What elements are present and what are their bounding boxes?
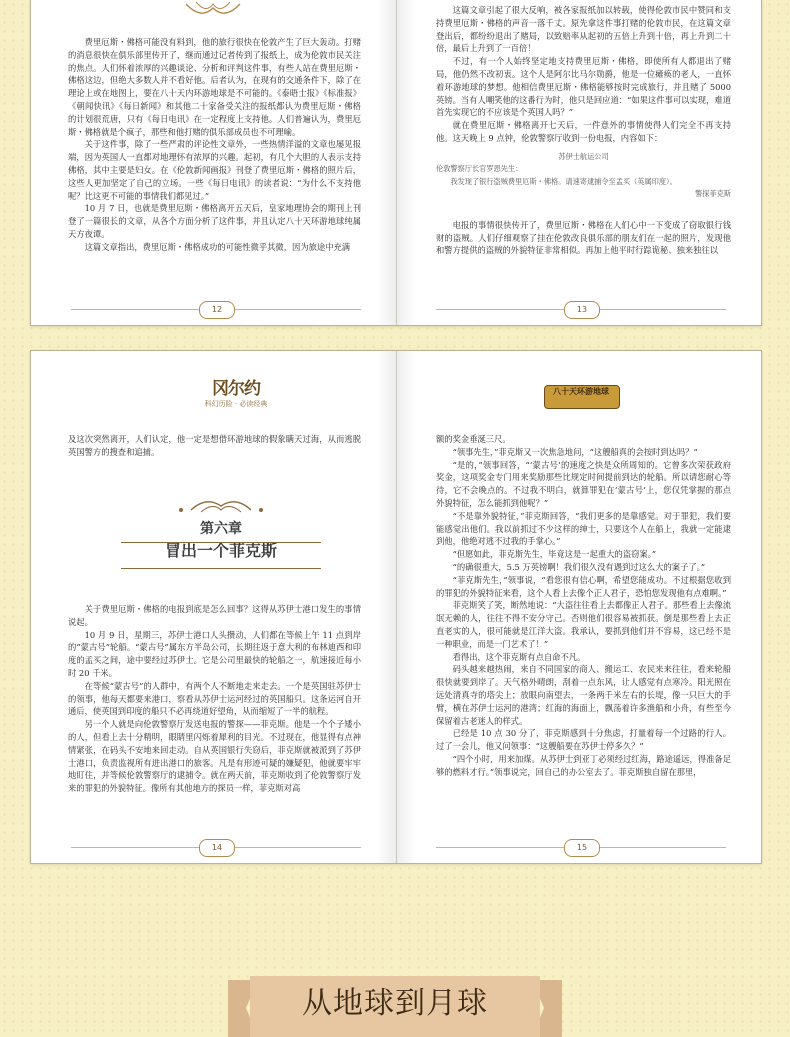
series-logo-subtitle: 科幻历险 · 必读经典: [204, 400, 268, 408]
paragraph: “菲克斯先生，”领事说，“看您很有信心啊，希望您能成功。不过根据您收到的罪犯的外貌特征来看，这个人看上去像个正人君子，恐怕您发现他有点难啊。”: [436, 574, 731, 598]
page-12: [31, 0, 397, 325]
page-number-row: [436, 301, 726, 319]
page-12-text: [68, 36, 361, 254]
page-number-row: [436, 839, 726, 857]
paragraph: “但愿如此，菲克斯先生，毕竟这是一起重大的盗窃案。”: [452, 549, 657, 560]
paragraph: “不是靠外貌特征，”菲克斯回答，“我们更多的是靠感觉。对于罪犯，我们要能感觉出他们。我以前抓过不少这样的绅士，只要这个人在船上，我就一定能逮到他，他绝对逃不过我的手掌心。”: [436, 510, 731, 547]
paragraph: 关于费里厄斯・佛格的电报到底是怎么回事？这得从苏伊士港口发生的事情说起。: [68, 604, 361, 627]
chapter-number: 第六章: [200, 521, 242, 537]
paragraph: 码头越来越热闹，来自不同国家的商人、搬运工、农民来来往往，看来轮船很快就要到岸了。天气格外晴朗，刮着一点东风，让人感觉有点寒冷。阳光照在远处清真寺的塔尖上；放眼向南望去，一条两千米左右的长堤，像一只巨大的手臂，横在苏伊士运河的港湾；红海的海面上，飘荡着许多渔船和小舟，有些至今保留着古老迷人的样式。: [436, 664, 731, 726]
paragraph: 就在费里厄斯・佛格离开七天后，一件意外的事情使得人们完全不再支持他。这天晚上 9 点钟，伦敦警察厅收到一份电报，内容如下：: [436, 120, 731, 143]
page-number: 14: [199, 839, 235, 857]
book-spread-top: [30, 0, 762, 326]
chapter-heading: [121, 496, 321, 576]
telegram-to: 伦敦警察厅长官罗恩先生：: [436, 164, 523, 174]
paragraph: 额的奖金垂涎三尺。: [436, 434, 511, 444]
top-ornament-icon: [31, 0, 396, 22]
paragraph: 另一个人就是向伦敦警察厅发送电报的警探——菲克斯。他是一个个子矮小的人，但看上去十分精明，眼睛里闪烁着犀利的目光。不过现在，他显得有点神情紧张，在码头不安地来回走动。自从英国银行失窃后，菲克斯就被派到了苏伊士港口，负责监视所有进出港口的旅客。凡是有形迹可疑的嫌疑犯，他就要牢牢地盯住，并等候伦敦警察厅的逮捕令。就在两天前，菲克斯收到了伦敦警察厅发来的罪犯的外貌特征。像所有其他地方的探员一样，菲克斯对高: [68, 719, 361, 794]
telegram-from: 苏伊士航运公司: [558, 151, 609, 161]
paragraph: 看得出，这个菲克斯有点自命不凡。: [452, 651, 586, 662]
page-15-text: [436, 433, 731, 779]
paragraph: 这篇文章指出，费里厄斯・佛格成功的可能性微乎其微，因为旅途中充满: [84, 241, 351, 252]
page-number-row: [71, 301, 361, 319]
paragraph: 10 月 9 日，星期三，苏伊士港口人头攒动，人们都在等候上午 11 点到岸的“蒙古号”轮船。“蒙古号”属东方半岛公司，长期往返于意大利的布林迪西和印度的孟买之间，途中要经过苏伊士。它是公司里最快的轮船之一，航速接近每小时 20 千米。: [68, 629, 361, 678]
page-number-row: [71, 839, 361, 857]
page-number: 15: [564, 839, 600, 857]
paragraph: “领事先生，”菲克斯又一次焦急地问，“这艘船真的会按时到达吗？”: [452, 446, 698, 457]
telegram-body: 我发现了银行盗贼费里厄斯・佛格。请速寄逮捕令至孟买（英属印度）。: [450, 176, 677, 186]
paragraph: 及这次突然离开，人们认定，他一定是想借环游地球的假象瞒天过海，从而逃脱英国警方的搜查和追捕。: [68, 434, 361, 457]
chapter-ornament-icon: [121, 496, 321, 514]
telegram-block: [436, 151, 731, 213]
paragraph: 这篇文章引起了很大反响，被各家报纸加以转载，使得伦敦市民中赞同和支持费里厄斯・佛格的声音一落千丈。原先拿这件事打赌的伦敦市民，在这篇文章登出后，都纷纷退出了赌局，以致赔率从起初的五倍上升到十倍，再上升到二十倍，最后上升到了一百倍！: [436, 5, 731, 54]
page-13-text: [436, 4, 731, 257]
series-logo: [191, 379, 281, 419]
page-13: [396, 0, 761, 325]
paragraph: “是的，”领事回答，“‘蒙古号’的速度之快是众所周知的。它曾多次荣获政府奖金，这项奖金专门用来奖励那些比规定时间提前到达的轮船。所以请您耐心等待，它不会晚点的。不过我不明白，就算罪犯在‘蒙古号’上，您仅凭掌握的那点外貌特征，怎么能抓到他呢？”: [436, 459, 731, 508]
page-14-intro: [68, 433, 361, 459]
page-14: [31, 351, 397, 863]
footer-title: 从地球到月球: [302, 986, 488, 1021]
paragraph: 10 月 7 日，也就是费里厄斯・佛格离开五天后，皇家地理协会的期刊上刊登了一篇很长的文章，从各个方面分析了这件事，并且认定八十天环游地球纯属天方夜谭。: [68, 203, 361, 239]
paragraph: “的确很重大，5.5 万英镑啊！我们很久没有遇到过这么大的案子了。”: [452, 561, 706, 572]
paragraph: 费里厄斯・佛格可能没有料到，他的旅行很快在伦敦产生了巨大轰动。打赌的消息很快在俱乐部里传开了，继而通过记者传到了报纸上，成为伦敦市民关注的焦点。人们怀着浓厚的兴趣谈论、分析和评判这件事，有些人站在费里厄斯・佛格这边，但绝大多数人并不看好他。后者认为，在现有的交通条件下，除了在理论上或在地图上，要在八十天内环游地球是不可能的。《泰晤士报》《标准报》《朝闻快讯》《每日新闻》和其他二十家备受关注的报纸都认为费里厄斯・佛格的计划很荒唐，只有《每日电讯》在一定程度上支持他。人们普遍认为，费里厄斯・佛格就是个疯子，那些和他打赌的俱乐部成员也不可理喻。: [68, 37, 361, 137]
paragraph: 关于这件事，除了一些严肃的评论性文章外，一些热情洋溢的文章也屡见报端，因为英国人一直都对地理怀有浓厚的兴趣。起初，有几个大胆的人表示支持佛格，其中主要是妇女。在《伦敦新闻画报》刊登了费里厄斯・佛格的照片后，这些人更加坚定了自己的立场。一些《每日电讯》的读者说：“为什么不支持他呢？比这更不可能的事情我们都见过。”: [68, 139, 361, 201]
telegram-signature: 警探菲克斯: [695, 189, 731, 199]
paragraph: 已经是 10 点 30 分了，菲克斯感到十分焦虑，打量着每一个过路的行人。过了一会儿，他又问领事：“这艘船要在苏伊士停多久？”: [436, 728, 731, 752]
paragraph: 电报的事情很快传开了，费里厄斯・佛格在人们心中一下变成了窃取银行钱财的盗贼。人们仔细观察了挂在伦敦改良俱乐部的朋友们在一起的照片，发现他和警方提供的盗贼的外貌特征非常相似。再加上他平时行踪诡秘、独来独往以: [436, 219, 731, 256]
paragraph: 不过，有一个人始终坚定地支持费里厄斯・佛格，即使所有人都退出了赌局，他仍然不改初衷。这个人是阿尔比马尔勋爵，他是一位瘫痪的老人，一直怀着环游地球的梦想。他相信费里厄斯・佛格能够按时完成旅行，并且赌了 5000 英镑。当有人嘲笑他的这番行为时，他只是回应道：“如果这件事可以实现，难道首先实现它的不应该是个英国人吗？”: [436, 56, 731, 118]
page-15: [396, 351, 761, 863]
series-logo-title: 冈尔约: [212, 379, 260, 399]
chapter-title: 冒出一个菲克斯: [164, 541, 277, 560]
book-spread-bottom: [30, 350, 762, 864]
book-logo-title: 八十天环游地球: [553, 387, 609, 396]
page-number: 13: [564, 301, 600, 319]
paragraph: 菲克斯笑了笑，断然地说：“大盗往往看上去都像正人君子。那些看上去像流氓无赖的人，往往不得不安分守己。否则他们很容易被抓获。倒是那些看上去正直老实的人，很可能就是江洋大盗。我承认，要抓到他们并不容易，这已经不是一种职业，而是一门艺术了！”: [436, 600, 731, 649]
page-number: 12: [199, 301, 235, 319]
page-14-text: [68, 603, 361, 795]
paragraph: 在等候“蒙古号”的人群中，有两个人不断地走来走去。一个是英国驻苏伊士的领事，他每天都要来港口，察看从苏伊士运河经过的英国船只。这条运河自开通后，使英国到印度的船只不必再绕道好望角，从而缩短了一半的航程。: [68, 680, 361, 717]
book-logo: [538, 381, 624, 411]
footer-banner: [228, 972, 562, 1037]
paragraph: “四个小时，用来加煤。从苏伊士到亚丁必须经过红海，路途遥远，得准备足够的燃料才行。”领事说完，回自己的办公室去了。菲克斯独自留在那里，: [436, 753, 731, 777]
